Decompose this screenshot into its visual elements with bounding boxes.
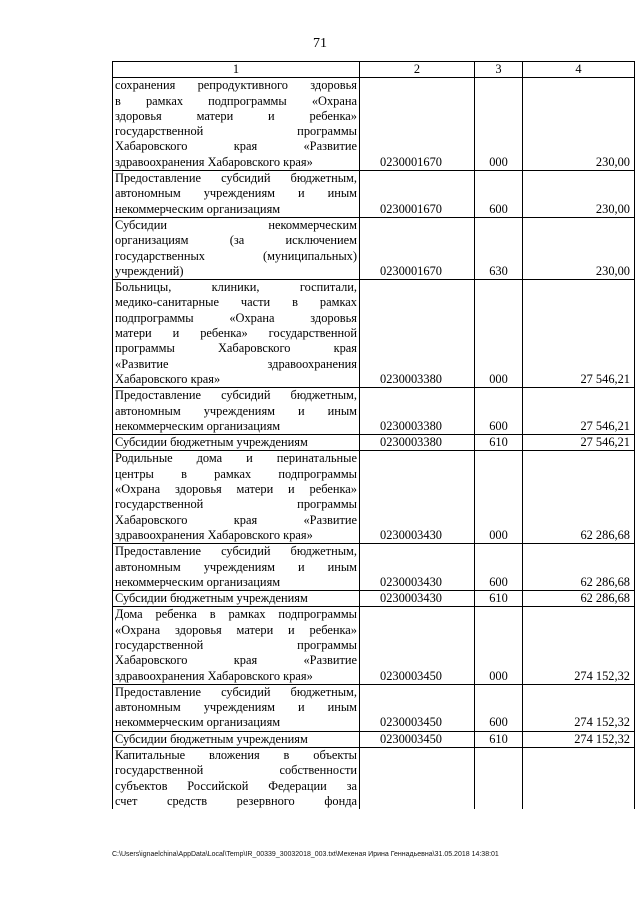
description-line: Субсидии бюджетным учреждениям — [115, 731, 308, 746]
description-line: некоммерческим организациям — [115, 201, 281, 216]
description-line: матери и ребенка» государственной — [115, 326, 357, 341]
table-row — [113, 435, 635, 451]
row-code: 0230003430 — [360, 451, 475, 544]
row-sum: 274 152,32 — [523, 684, 635, 731]
description-line: Хабаровского края «Развитие — [115, 653, 357, 668]
row-kvr: 610 — [475, 591, 523, 607]
budget-table — [112, 61, 635, 809]
description-line: Дома ребенка в рамках подпрограммы — [115, 607, 357, 622]
description-line: некоммерческим организациям — [115, 715, 281, 730]
row-kvr: 600 — [475, 388, 523, 435]
description-line: организациям (за исключением — [115, 233, 357, 248]
column-header-kvr: 3 — [475, 62, 523, 78]
description-line: программы Хабаровского края — [115, 341, 357, 356]
row-sum — [523, 748, 635, 810]
description-line: государственной программы — [115, 637, 357, 652]
description-line: сохранения репродуктивного здоровья — [115, 78, 357, 93]
description-line: «Развитие здравоохранения — [115, 356, 357, 371]
row-description — [113, 544, 360, 591]
row-sum: 62 286,68 — [523, 544, 635, 591]
description-line: Больницы, клиники, госпитали, — [115, 280, 357, 295]
description-line: «Охрана здоровья матери и ребенка» — [115, 622, 357, 637]
row-sum: 230,00 — [523, 217, 635, 279]
row-kvr: 600 — [475, 684, 523, 731]
table-row — [113, 217, 635, 279]
description-line: государственной собственности — [115, 763, 357, 778]
row-sum: 230,00 — [523, 78, 635, 171]
description-line: здравоохранения Хабаровского края» — [115, 527, 313, 542]
table-header-row — [113, 62, 635, 78]
description-line: Предоставление субсидий бюджетным, — [115, 544, 357, 559]
description-line: Хабаровского края «Развитие — [115, 512, 357, 527]
row-kvr: 000 — [475, 451, 523, 544]
row-code: 0230001670 — [360, 171, 475, 218]
description-line: Хабаровского края «Развитие — [115, 139, 357, 154]
description-line: государственной программы — [115, 124, 357, 139]
row-kvr: 610 — [475, 435, 523, 451]
row-description — [113, 171, 360, 218]
description-line: здравоохранения Хабаровского края» — [115, 154, 313, 169]
row-description — [113, 280, 360, 388]
description-line: учреждений) — [115, 263, 184, 278]
description-line: Предоставление субсидий бюджетным, — [115, 388, 357, 403]
file-path-footer: C:\Users\ignaelchina\AppData\Local\Temp\IR_00339_30032018_003.txt\Мехеная Ирина Геннадьевна\31.05.2018 14:38:01 — [112, 851, 499, 858]
row-code: 0230003450 — [360, 684, 475, 731]
row-code: 0230001670 — [360, 217, 475, 279]
table-row — [113, 684, 635, 731]
row-sum: 274 152,32 — [523, 731, 635, 747]
description-line: «Охрана здоровья матери и ребенка» — [115, 482, 357, 497]
column-header-name: 1 — [113, 62, 360, 78]
row-code: 0230003430 — [360, 544, 475, 591]
description-line: подпрограммы «Охрана здоровья — [115, 310, 357, 325]
description-line: некоммерческим организациям — [115, 574, 281, 589]
row-description — [113, 607, 360, 684]
row-sum: 62 286,68 — [523, 591, 635, 607]
row-sum: 27 546,21 — [523, 388, 635, 435]
description-line: государственных (муниципальных) — [115, 248, 357, 263]
row-description — [113, 78, 360, 171]
row-code — [360, 748, 475, 810]
table-row — [113, 731, 635, 747]
description-line: Родильные дома и перинатальные — [115, 451, 357, 466]
description-line: Капитальные вложения в объекты — [115, 748, 357, 763]
row-kvr — [475, 748, 523, 810]
row-kvr: 630 — [475, 217, 523, 279]
row-code: 0230003450 — [360, 607, 475, 684]
row-kvr: 600 — [475, 171, 523, 218]
row-description — [113, 684, 360, 731]
description-line: Предоставление субсидий бюджетным, — [115, 684, 357, 699]
description-line: в рамках подпрограммы «Охрана — [115, 93, 357, 108]
table-row — [113, 544, 635, 591]
column-header-code: 2 — [360, 62, 475, 78]
description-line: счет средств резервного фонда — [115, 793, 357, 808]
row-code: 0230003380 — [360, 388, 475, 435]
row-description — [113, 591, 360, 607]
table-row — [113, 78, 635, 171]
table-row — [113, 748, 635, 810]
description-line: Предоставление субсидий бюджетным, — [115, 171, 357, 186]
table-row — [113, 280, 635, 388]
row-code: 0230003430 — [360, 591, 475, 607]
description-line: Хабаровского края» — [115, 371, 221, 386]
table-row — [113, 607, 635, 684]
description-line: Субсидии бюджетным учреждениям — [115, 435, 308, 450]
row-sum: 27 546,21 — [523, 435, 635, 451]
description-line: автономным учреждениям и иным — [115, 186, 357, 201]
description-line: здоровья матери и ребенка» — [115, 108, 357, 123]
row-sum: 27 546,21 — [523, 280, 635, 388]
page-number: 71 — [313, 36, 327, 51]
description-line: автономным учреждениям и иным — [115, 700, 357, 715]
row-description — [113, 388, 360, 435]
description-line: Субсидии некоммерческим — [115, 217, 357, 232]
row-description — [113, 217, 360, 279]
row-sum: 62 286,68 — [523, 451, 635, 544]
description-line: автономным учреждениям и иным — [115, 403, 357, 418]
description-line: Субсидии бюджетным учреждениям — [115, 591, 308, 606]
description-line: медико-санитарные части в рамках — [115, 295, 357, 310]
row-kvr: 610 — [475, 731, 523, 747]
row-code: 0230001670 — [360, 78, 475, 171]
description-line: центры в рамках подпрограммы — [115, 466, 357, 481]
row-code: 0230003380 — [360, 435, 475, 451]
row-description — [113, 451, 360, 544]
row-kvr: 000 — [475, 280, 523, 388]
row-code: 0230003380 — [360, 280, 475, 388]
row-description — [113, 731, 360, 747]
column-header-sum: 4 — [523, 62, 635, 78]
table-row — [113, 591, 635, 607]
row-description — [113, 748, 360, 810]
description-line: субъектов Российской Федерации за — [115, 778, 357, 793]
table-row — [113, 388, 635, 435]
row-kvr: 000 — [475, 78, 523, 171]
table-row — [113, 451, 635, 544]
row-sum: 230,00 — [523, 171, 635, 218]
description-line: автономным учреждениям и иным — [115, 559, 357, 574]
row-kvr: 000 — [475, 607, 523, 684]
row-code: 0230003450 — [360, 731, 475, 747]
description-line: государственной программы — [115, 497, 357, 512]
row-description — [113, 435, 360, 451]
row-sum: 274 152,32 — [523, 607, 635, 684]
row-kvr: 600 — [475, 544, 523, 591]
description-line: здравоохранения Хабаровского края» — [115, 668, 313, 683]
description-line: некоммерческим организациям — [115, 418, 281, 433]
table-row — [113, 171, 635, 218]
